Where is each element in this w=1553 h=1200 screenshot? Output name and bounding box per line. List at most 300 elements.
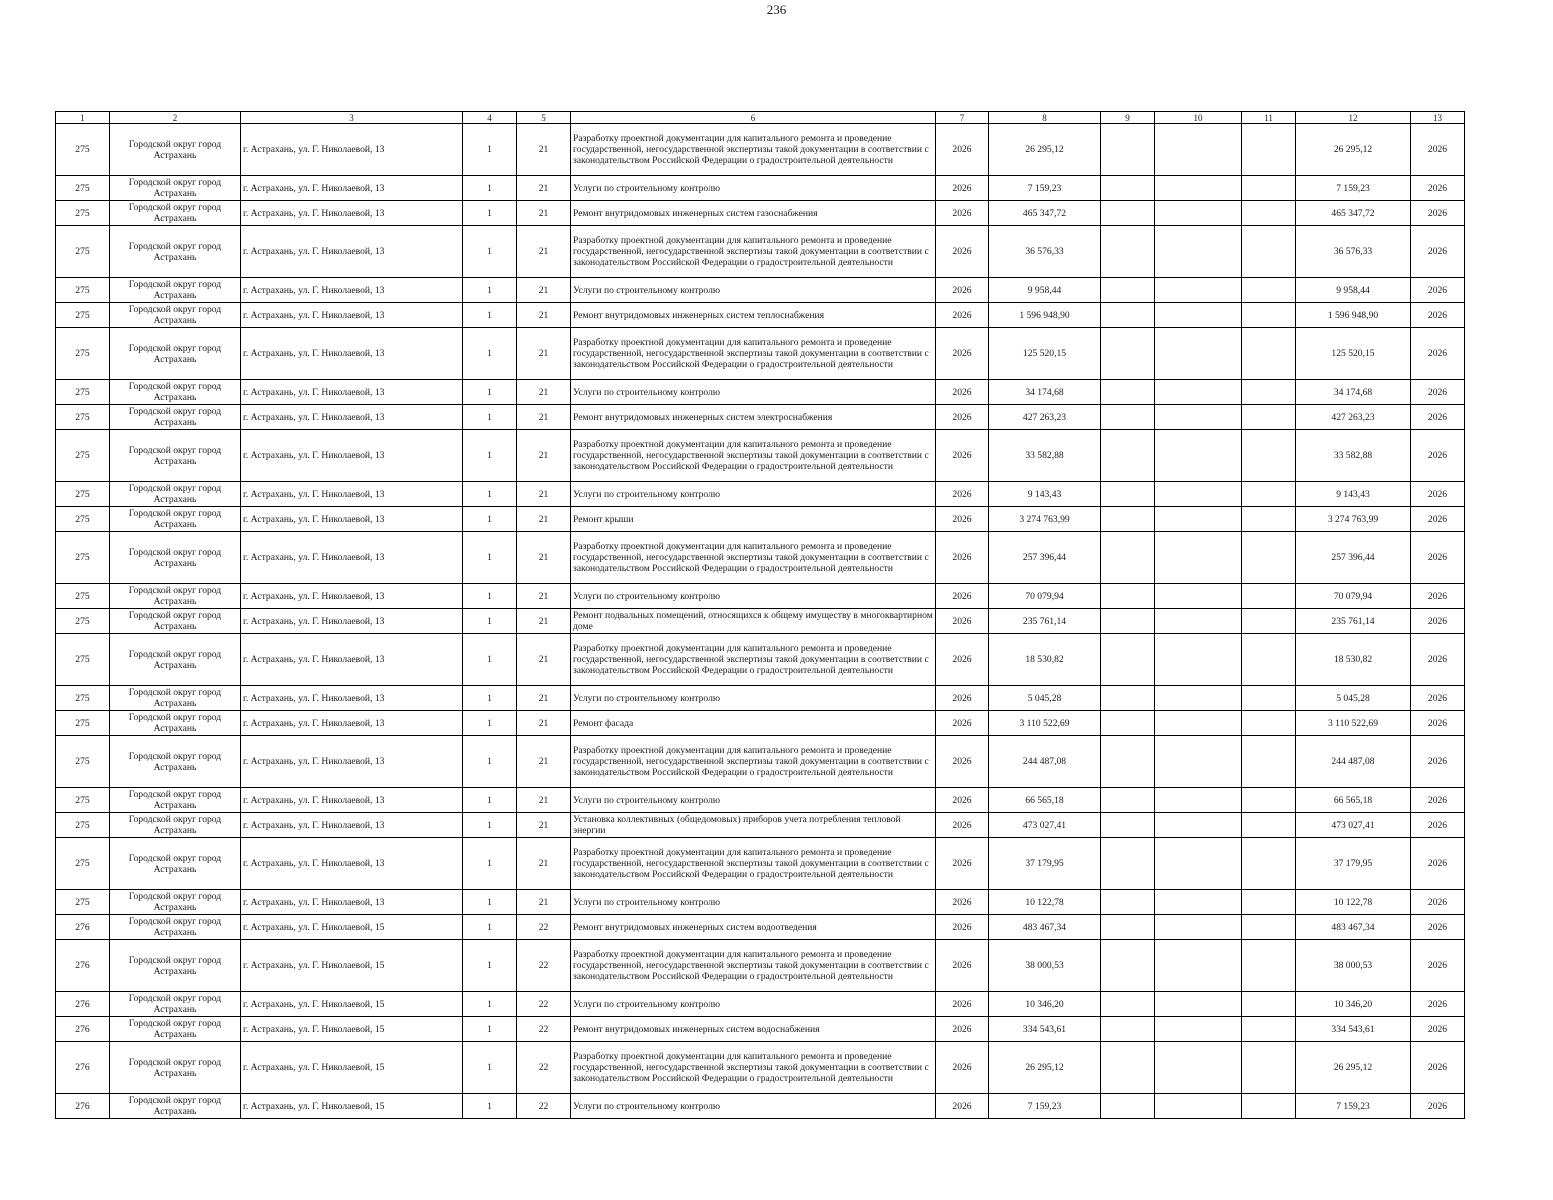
cost-amount-cell: 483 467,34	[1296, 915, 1411, 940]
address-cell: г. Астрахань, ул. Г. Николаевой, 15	[241, 940, 463, 992]
address-cell: г. Астрахань, ул. Г. Николаевой, 13	[241, 736, 463, 788]
column-11-value-cell	[1242, 736, 1296, 788]
column-11-value-cell	[1242, 405, 1296, 430]
cost-amount-cell: 34 174,68	[1296, 380, 1411, 405]
plan-year-cell: 2026	[936, 686, 989, 711]
column-11-value-cell	[1242, 1094, 1296, 1119]
column-9-value-cell	[1101, 711, 1155, 736]
column-4-value-cell: 1	[463, 940, 517, 992]
total-cost-cell: 483 467,34	[989, 915, 1101, 940]
completion-year-cell: 2026	[1411, 1094, 1465, 1119]
municipality-cell: Городской округ город Астрахань	[110, 686, 241, 711]
plan-year-cell: 2026	[936, 609, 989, 634]
column-number-header: 10	[1155, 112, 1242, 124]
completion-year-cell: 2026	[1411, 609, 1465, 634]
address-cell: г. Астрахань, ул. Г. Николаевой, 13	[241, 711, 463, 736]
column-10-value-cell	[1155, 405, 1242, 430]
work-type-cell: Услуги по строительному контролю	[571, 482, 936, 507]
completion-year-cell: 2026	[1411, 380, 1465, 405]
address-cell: г. Астрахань, ул. Г. Николаевой, 13	[241, 838, 463, 890]
completion-year-cell: 2026	[1411, 507, 1465, 532]
record-number-cell: 275	[56, 124, 110, 176]
column-9-value-cell	[1101, 124, 1155, 176]
column-5-value-cell: 21	[517, 788, 571, 813]
total-cost-cell: 473 027,41	[989, 813, 1101, 838]
column-4-value-cell: 1	[463, 634, 517, 686]
table-body	[56, 124, 1465, 1119]
column-4-value-cell: 1	[463, 584, 517, 609]
cost-amount-cell: 10 346,20	[1296, 992, 1411, 1017]
record-number-cell: 275	[56, 609, 110, 634]
municipality-cell: Городской округ город Астрахань	[110, 1094, 241, 1119]
column-number-header: 5	[517, 112, 571, 124]
record-number-cell: 275	[56, 201, 110, 226]
plan-year-cell: 2026	[936, 992, 989, 1017]
table-row	[56, 405, 1465, 430]
record-number-cell: 275	[56, 278, 110, 303]
total-cost-cell: 465 347,72	[989, 201, 1101, 226]
table-row	[56, 201, 1465, 226]
work-type-cell: Разработку проектной документации для капитального ремонта и проведение государственной, негосударственной экспертизы такой документации в соответствии с законодательством Российской Федерации о градостроительной деятельности	[571, 532, 936, 584]
total-cost-cell: 235 761,14	[989, 609, 1101, 634]
column-10-value-cell	[1155, 584, 1242, 609]
total-cost-cell: 26 295,12	[989, 1042, 1101, 1094]
municipality-cell: Городской округ город Астрахань	[110, 992, 241, 1017]
table-row	[56, 736, 1465, 788]
column-number-header: 11	[1242, 112, 1296, 124]
completion-year-cell: 2026	[1411, 1042, 1465, 1094]
plan-year-cell: 2026	[936, 1094, 989, 1119]
cost-amount-cell: 1 596 948,90	[1296, 303, 1411, 328]
total-cost-cell: 125 520,15	[989, 328, 1101, 380]
column-11-value-cell	[1242, 890, 1296, 915]
address-cell: г. Астрахань, ул. Г. Николаевой, 13	[241, 430, 463, 482]
column-number-header: 7	[936, 112, 989, 124]
table-row	[56, 609, 1465, 634]
municipality-cell: Городской округ город Астрахань	[110, 430, 241, 482]
column-11-value-cell	[1242, 303, 1296, 328]
municipality-cell: Городской округ город Астрахань	[110, 482, 241, 507]
table-row	[56, 226, 1465, 278]
work-type-cell: Услуги по строительному контролю	[571, 176, 936, 201]
column-10-value-cell	[1155, 736, 1242, 788]
municipality-cell: Городской округ город Астрахань	[110, 915, 241, 940]
record-number-cell: 275	[56, 328, 110, 380]
address-cell: г. Астрахань, ул. Г. Николаевой, 13	[241, 201, 463, 226]
municipality-cell: Городской округ город Астрахань	[110, 201, 241, 226]
address-cell: г. Астрахань, ул. Г. Николаевой, 13	[241, 226, 463, 278]
completion-year-cell: 2026	[1411, 634, 1465, 686]
total-cost-cell: 34 174,68	[989, 380, 1101, 405]
column-10-value-cell	[1155, 430, 1242, 482]
column-9-value-cell	[1101, 278, 1155, 303]
column-9-value-cell	[1101, 940, 1155, 992]
completion-year-cell: 2026	[1411, 532, 1465, 584]
capital-repair-table	[55, 111, 1465, 1119]
column-9-value-cell	[1101, 1042, 1155, 1094]
record-number-cell: 275	[56, 584, 110, 609]
column-9-value-cell	[1101, 788, 1155, 813]
address-cell: г. Астрахань, ул. Г. Николаевой, 13	[241, 813, 463, 838]
column-11-value-cell	[1242, 328, 1296, 380]
municipality-cell: Городской округ город Астрахань	[110, 507, 241, 532]
municipality-cell: Городской округ город Астрахань	[110, 532, 241, 584]
column-number-header: 13	[1411, 112, 1465, 124]
column-11-value-cell	[1242, 201, 1296, 226]
work-type-cell: Ремонт внутридомовых инженерных систем теплоснабжения	[571, 303, 936, 328]
column-9-value-cell	[1101, 736, 1155, 788]
column-5-value-cell: 21	[517, 482, 571, 507]
work-type-cell: Услуги по строительному контролю	[571, 686, 936, 711]
column-11-value-cell	[1242, 992, 1296, 1017]
column-9-value-cell	[1101, 176, 1155, 201]
column-4-value-cell: 1	[463, 609, 517, 634]
column-4-value-cell: 1	[463, 838, 517, 890]
table-row	[56, 686, 1465, 711]
plan-year-cell: 2026	[936, 278, 989, 303]
record-number-cell: 275	[56, 380, 110, 405]
column-5-value-cell: 21	[517, 890, 571, 915]
table-row	[56, 1094, 1465, 1119]
column-11-value-cell	[1242, 1042, 1296, 1094]
column-5-value-cell: 21	[517, 584, 571, 609]
column-11-value-cell	[1242, 176, 1296, 201]
completion-year-cell: 2026	[1411, 686, 1465, 711]
column-11-value-cell	[1242, 609, 1296, 634]
column-4-value-cell: 1	[463, 915, 517, 940]
column-9-value-cell	[1101, 507, 1155, 532]
column-11-value-cell	[1242, 686, 1296, 711]
total-cost-cell: 10 122,78	[989, 890, 1101, 915]
plan-year-cell: 2026	[936, 788, 989, 813]
table-row	[56, 940, 1465, 992]
column-11-value-cell	[1242, 124, 1296, 176]
record-number-cell: 275	[56, 686, 110, 711]
total-cost-cell: 7 159,23	[989, 176, 1101, 201]
column-5-value-cell: 22	[517, 915, 571, 940]
column-4-value-cell: 1	[463, 507, 517, 532]
column-10-value-cell	[1155, 124, 1242, 176]
plan-year-cell: 2026	[936, 915, 989, 940]
column-10-value-cell	[1155, 201, 1242, 226]
municipality-cell: Городской округ город Астрахань	[110, 609, 241, 634]
column-5-value-cell: 22	[517, 1042, 571, 1094]
column-number-header: 6	[571, 112, 936, 124]
record-number-cell: 276	[56, 992, 110, 1017]
column-11-value-cell	[1242, 1017, 1296, 1042]
cost-amount-cell: 427 263,23	[1296, 405, 1411, 430]
plan-year-cell: 2026	[936, 380, 989, 405]
column-11-value-cell	[1242, 634, 1296, 686]
table-row	[56, 813, 1465, 838]
municipality-cell: Городской округ город Астрахань	[110, 226, 241, 278]
column-9-value-cell	[1101, 890, 1155, 915]
column-5-value-cell: 22	[517, 992, 571, 1017]
column-10-value-cell	[1155, 303, 1242, 328]
plan-year-cell: 2026	[936, 226, 989, 278]
municipality-cell: Городской округ город Астрахань	[110, 813, 241, 838]
completion-year-cell: 2026	[1411, 328, 1465, 380]
address-cell: г. Астрахань, ул. Г. Николаевой, 15	[241, 1017, 463, 1042]
work-type-cell: Услуги по строительному контролю	[571, 788, 936, 813]
column-10-value-cell	[1155, 992, 1242, 1017]
address-cell: г. Астрахань, ул. Г. Николаевой, 13	[241, 634, 463, 686]
municipality-cell: Городской округ город Астрахань	[110, 278, 241, 303]
address-cell: г. Астрахань, ул. Г. Николаевой, 13	[241, 584, 463, 609]
plan-year-cell: 2026	[936, 124, 989, 176]
column-5-value-cell: 21	[517, 813, 571, 838]
address-cell: г. Астрахань, ул. Г. Николаевой, 13	[241, 124, 463, 176]
column-10-value-cell	[1155, 482, 1242, 507]
column-11-value-cell	[1242, 940, 1296, 992]
total-cost-cell: 66 565,18	[989, 788, 1101, 813]
column-11-value-cell	[1242, 584, 1296, 609]
column-10-value-cell	[1155, 686, 1242, 711]
column-5-value-cell: 21	[517, 430, 571, 482]
column-4-value-cell: 1	[463, 176, 517, 201]
cost-amount-cell: 244 487,08	[1296, 736, 1411, 788]
work-type-cell: Разработку проектной документации для капитального ремонта и проведение государственной, негосударственной экспертизы такой документации в соответствии с законодательством Российской Федерации о градостроительной деятельности	[571, 328, 936, 380]
total-cost-cell: 7 159,23	[989, 1094, 1101, 1119]
completion-year-cell: 2026	[1411, 813, 1465, 838]
record-number-cell: 275	[56, 303, 110, 328]
table-row	[56, 838, 1465, 890]
work-type-cell: Ремонт внутридомовых инженерных систем водоснабжения	[571, 1017, 936, 1042]
column-5-value-cell: 21	[517, 532, 571, 584]
record-number-cell: 275	[56, 176, 110, 201]
column-10-value-cell	[1155, 838, 1242, 890]
address-cell: г. Астрахань, ул. Г. Николаевой, 13	[241, 686, 463, 711]
municipality-cell: Городской округ город Астрахань	[110, 124, 241, 176]
record-number-cell: 275	[56, 507, 110, 532]
work-type-cell: Услуги по строительному контролю	[571, 584, 936, 609]
address-cell: г. Астрахань, ул. Г. Николаевой, 13	[241, 482, 463, 507]
column-11-value-cell	[1242, 711, 1296, 736]
total-cost-cell: 1 596 948,90	[989, 303, 1101, 328]
column-9-value-cell	[1101, 380, 1155, 405]
address-cell: г. Астрахань, ул. Г. Николаевой, 15	[241, 992, 463, 1017]
municipality-cell: Городской округ город Астрахань	[110, 303, 241, 328]
column-4-value-cell: 1	[463, 711, 517, 736]
work-type-cell: Услуги по строительному контролю	[571, 380, 936, 405]
column-number-header: 8	[989, 112, 1101, 124]
column-11-value-cell	[1242, 915, 1296, 940]
record-number-cell: 276	[56, 1042, 110, 1094]
column-4-value-cell: 1	[463, 278, 517, 303]
municipality-cell: Городской округ город Астрахань	[110, 634, 241, 686]
completion-year-cell: 2026	[1411, 915, 1465, 940]
completion-year-cell: 2026	[1411, 226, 1465, 278]
total-cost-cell: 244 487,08	[989, 736, 1101, 788]
total-cost-cell: 427 263,23	[989, 405, 1101, 430]
total-cost-cell: 5 045,28	[989, 686, 1101, 711]
column-9-value-cell	[1101, 609, 1155, 634]
table-row	[56, 124, 1465, 176]
record-number-cell: 275	[56, 736, 110, 788]
page-number: 236	[766, 2, 787, 17]
record-number-cell: 275	[56, 482, 110, 507]
plan-year-cell: 2026	[936, 405, 989, 430]
column-4-value-cell: 1	[463, 328, 517, 380]
record-number-cell: 275	[56, 405, 110, 430]
address-cell: г. Астрахань, ул. Г. Николаевой, 13	[241, 176, 463, 201]
column-number-header: 3	[241, 112, 463, 124]
municipality-cell: Городской округ город Астрахань	[110, 890, 241, 915]
record-number-cell: 275	[56, 838, 110, 890]
address-cell: г. Астрахань, ул. Г. Николаевой, 13	[241, 278, 463, 303]
work-type-cell: Ремонт внутридомовых инженерных систем электроснабжения	[571, 405, 936, 430]
address-cell: г. Астрахань, ул. Г. Николаевой, 15	[241, 915, 463, 940]
completion-year-cell: 2026	[1411, 940, 1465, 992]
column-9-value-cell	[1101, 1017, 1155, 1042]
column-4-value-cell: 1	[463, 813, 517, 838]
record-number-cell: 275	[56, 634, 110, 686]
column-11-value-cell	[1242, 226, 1296, 278]
municipality-cell: Городской округ город Астрахань	[110, 584, 241, 609]
column-4-value-cell: 1	[463, 201, 517, 226]
cost-amount-cell: 66 565,18	[1296, 788, 1411, 813]
work-type-cell: Услуги по строительному контролю	[571, 890, 936, 915]
column-number-header: 4	[463, 112, 517, 124]
column-5-value-cell: 22	[517, 940, 571, 992]
column-5-value-cell: 22	[517, 1017, 571, 1042]
cost-amount-cell: 70 079,94	[1296, 584, 1411, 609]
column-10-value-cell	[1155, 507, 1242, 532]
plan-year-cell: 2026	[936, 813, 989, 838]
record-number-cell: 276	[56, 1017, 110, 1042]
table-row	[56, 992, 1465, 1017]
total-cost-cell: 3 274 763,99	[989, 507, 1101, 532]
record-number-cell: 275	[56, 813, 110, 838]
table-row	[56, 507, 1465, 532]
work-type-cell: Услуги по строительному контролю	[571, 1094, 936, 1119]
column-4-value-cell: 1	[463, 788, 517, 813]
total-cost-cell: 334 543,61	[989, 1017, 1101, 1042]
cost-amount-cell: 26 295,12	[1296, 1042, 1411, 1094]
municipality-cell: Городской округ город Астрахань	[110, 405, 241, 430]
record-number-cell: 275	[56, 532, 110, 584]
total-cost-cell: 9 143,43	[989, 482, 1101, 507]
column-4-value-cell: 1	[463, 992, 517, 1017]
work-type-cell: Услуги по строительному контролю	[571, 278, 936, 303]
column-4-value-cell: 1	[463, 380, 517, 405]
column-9-value-cell	[1101, 201, 1155, 226]
work-type-cell: Разработку проектной документации для капитального ремонта и проведение государственной, негосударственной экспертизы такой документации в соответствии с законодательством Российской Федерации о градостроительной деятельности	[571, 1042, 936, 1094]
plan-year-cell: 2026	[936, 711, 989, 736]
column-5-value-cell: 21	[517, 278, 571, 303]
cost-amount-cell: 26 295,12	[1296, 124, 1411, 176]
cost-amount-cell: 33 582,88	[1296, 430, 1411, 482]
cost-amount-cell: 38 000,53	[1296, 940, 1411, 992]
column-10-value-cell	[1155, 609, 1242, 634]
column-5-value-cell: 21	[517, 507, 571, 532]
column-5-value-cell: 21	[517, 201, 571, 226]
column-10-value-cell	[1155, 1042, 1242, 1094]
column-5-value-cell: 22	[517, 1094, 571, 1119]
plan-year-cell: 2026	[936, 838, 989, 890]
column-9-value-cell	[1101, 482, 1155, 507]
plan-year-cell: 2026	[936, 303, 989, 328]
total-cost-cell: 257 396,44	[989, 532, 1101, 584]
record-number-cell: 276	[56, 940, 110, 992]
plan-year-cell: 2026	[936, 430, 989, 482]
column-10-value-cell	[1155, 788, 1242, 813]
completion-year-cell: 2026	[1411, 736, 1465, 788]
total-cost-cell: 9 958,44	[989, 278, 1101, 303]
column-10-value-cell	[1155, 226, 1242, 278]
total-cost-cell: 38 000,53	[989, 940, 1101, 992]
column-11-value-cell	[1242, 430, 1296, 482]
column-5-value-cell: 21	[517, 686, 571, 711]
completion-year-cell: 2026	[1411, 584, 1465, 609]
column-4-value-cell: 1	[463, 430, 517, 482]
municipality-cell: Городской округ город Астрахань	[110, 940, 241, 992]
column-11-value-cell	[1242, 532, 1296, 584]
column-4-value-cell: 1	[463, 482, 517, 507]
total-cost-cell: 3 110 522,69	[989, 711, 1101, 736]
cost-amount-cell: 37 179,95	[1296, 838, 1411, 890]
column-4-value-cell: 1	[463, 890, 517, 915]
column-10-value-cell	[1155, 813, 1242, 838]
completion-year-cell: 2026	[1411, 838, 1465, 890]
plan-year-cell: 2026	[936, 532, 989, 584]
column-5-value-cell: 21	[517, 405, 571, 430]
plan-year-cell: 2026	[936, 890, 989, 915]
completion-year-cell: 2026	[1411, 405, 1465, 430]
column-5-value-cell: 21	[517, 736, 571, 788]
column-9-value-cell	[1101, 584, 1155, 609]
address-cell: г. Астрахань, ул. Г. Николаевой, 15	[241, 1042, 463, 1094]
work-type-cell: Ремонт подвальных помещений, относящихся к общему имуществу в многоквартирном доме	[571, 609, 936, 634]
address-cell: г. Астрахань, ул. Г. Николаевой, 13	[241, 303, 463, 328]
column-4-value-cell: 1	[463, 303, 517, 328]
column-9-value-cell	[1101, 532, 1155, 584]
municipality-cell: Городской округ город Астрахань	[110, 788, 241, 813]
cost-amount-cell: 9 143,43	[1296, 482, 1411, 507]
column-5-value-cell: 21	[517, 328, 571, 380]
work-type-cell: Разработку проектной документации для капитального ремонта и проведение государственной, негосударственной экспертизы такой документации в соответствии с законодательством Российской Федерации о градостроительной деятельности	[571, 838, 936, 890]
work-type-cell: Услуги по строительному контролю	[571, 992, 936, 1017]
table-row	[56, 584, 1465, 609]
work-type-cell: Разработку проектной документации для капитального ремонта и проведение государственной, негосударственной экспертизы такой документации в соответствии с законодательством Российской Федерации о градостроительной деятельности	[571, 124, 936, 176]
table-row	[56, 430, 1465, 482]
table-row	[56, 915, 1465, 940]
plan-year-cell: 2026	[936, 507, 989, 532]
column-5-value-cell: 21	[517, 634, 571, 686]
column-11-value-cell	[1242, 380, 1296, 405]
cost-amount-cell: 235 761,14	[1296, 609, 1411, 634]
completion-year-cell: 2026	[1411, 890, 1465, 915]
plan-year-cell: 2026	[936, 1017, 989, 1042]
cost-amount-cell: 18 530,82	[1296, 634, 1411, 686]
table-row	[56, 328, 1465, 380]
address-cell: г. Астрахань, ул. Г. Николаевой, 15	[241, 1094, 463, 1119]
plan-year-cell: 2026	[936, 584, 989, 609]
completion-year-cell: 2026	[1411, 992, 1465, 1017]
column-number-header: 1	[56, 112, 110, 124]
total-cost-cell: 70 079,94	[989, 584, 1101, 609]
plan-year-cell: 2026	[936, 328, 989, 380]
record-number-cell: 276	[56, 915, 110, 940]
column-5-value-cell: 21	[517, 380, 571, 405]
plan-year-cell: 2026	[936, 201, 989, 226]
total-cost-cell: 36 576,33	[989, 226, 1101, 278]
column-4-value-cell: 1	[463, 1094, 517, 1119]
record-number-cell: 275	[56, 890, 110, 915]
table-row	[56, 380, 1465, 405]
column-9-value-cell	[1101, 634, 1155, 686]
municipality-cell: Городской округ город Астрахань	[110, 380, 241, 405]
